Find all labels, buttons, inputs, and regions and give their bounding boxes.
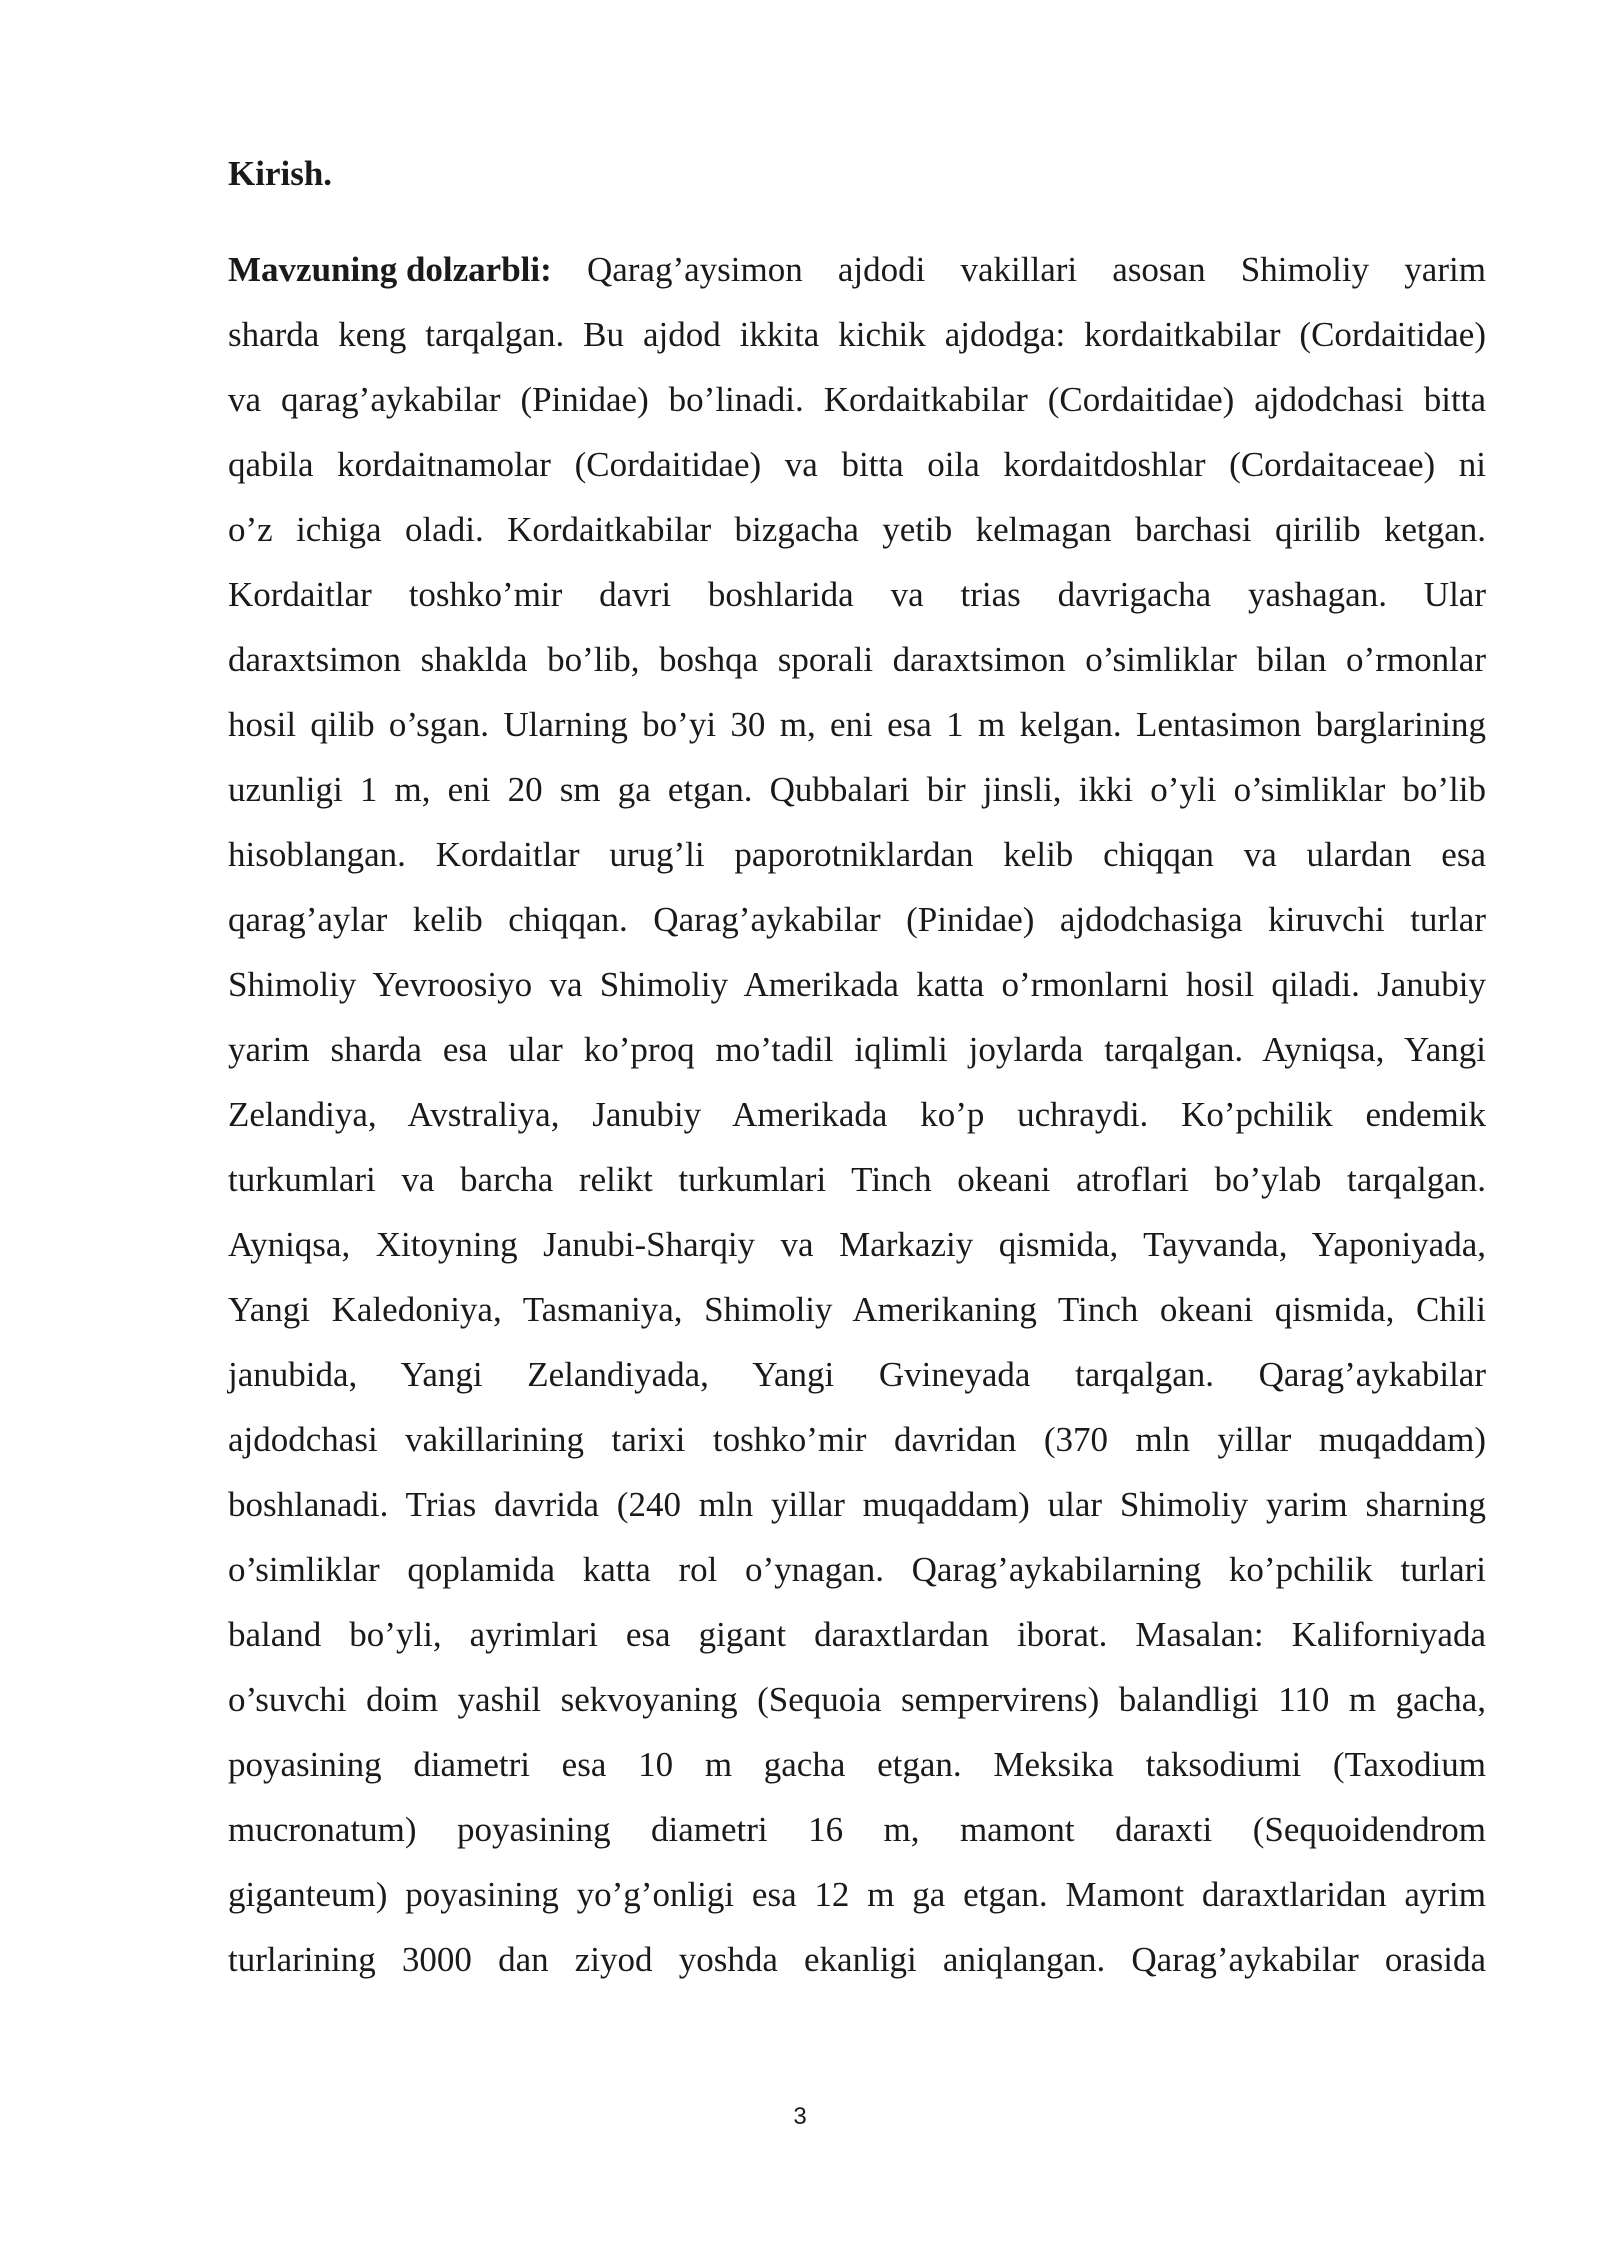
paragraph-line: Ayniqsa, Xitoyning Janubi-Sharqiy va Markaziy qismida, Tayvanda, Yaponiyada, [228,1225,1486,1264]
lead-line-word: Qarag’aysimon [586,250,803,289]
lead-line-word: ajdodi [837,250,926,289]
paragraph-line: yarim sharda esa ular ko’proq mo’tadil iqlimli joylarda tarqalgan. Ayniqsa, Yangi [228,1030,1486,1069]
paragraph-line: o’simliklar qoplamida katta rol o’ynagan. Qarag’aykabilarning ko’pchilik turlari [228,1550,1486,1589]
section-heading: Kirish. [228,154,333,193]
paragraph-line: Shimoliy Yevroosiyo va Shimoliy Amerikada katta o’rmonlarni hosil qiladi. Janubiy [228,965,1486,1004]
paragraph-line: baland bo’yli, ayrimlari esa gigant daraxtlardan iborat. Masalan: Kaliforniyada [228,1615,1486,1654]
lead-line-word: asosan [1112,250,1206,289]
paragraph-line: turkumlari va barcha relikt turkumlari Tinch okeani atroflari bo’ylab tarqalgan. [228,1160,1486,1199]
lead-line-word: Shimoliy [1240,250,1370,289]
paragraph-line: Yangi Kaledoniya, Tasmaniya, Shimoliy Amerikaning Tinch okeani qismida, Chili [228,1290,1486,1329]
paragraph-line: qabila kordaitnamolar (Cordaitidae) va bitta oila kordaitdoshlar (Cordaitaceae) ni [228,445,1486,484]
paragraph-lines [228,302,1486,1992]
paragraph-line: boshlanadi. Trias davrida (240 mln yillar muqaddam) ular Shimoliy yarim sharning [228,1485,1486,1524]
paragraph-line: Kordaitlar toshko’mir davri boshlarida va trias davrigacha yashagan. Ular [228,575,1486,614]
paragraph-line: hosil qilib o’sgan. Ularning bo’yi 30 m, eni esa 1 m kelgan. Lentasimon barglarining [228,705,1486,744]
paragraph-line: qarag’aylar kelib chiqqan. Qarag’aykabilar (Pinidae) ajdodchasiga kiruvchi turlar [228,900,1486,939]
paragraph-line: va qarag’aykabilar (Pinidae) bo’linadi. Kordaitkabilar (Cordaitidae) ajdodchasi bitta [228,380,1486,419]
paragraph-line: poyasining diametri esa 10 m gacha etgan. Meksika taksodiumi (Taxodium [228,1745,1486,1784]
paragraph-line: turlarining 3000 dan ziyod yoshda ekanligi aniqlangan. Qarag’aykabilar orasida [228,1940,1486,1979]
paragraph-line: uzunligi 1 m, eni 20 sm ga etgan. Qubbalari bir jinsli, ikki o’yli o’simliklar bo’lib [228,770,1486,809]
paragraph-line: giganteum) poyasining yo’g’onligi esa 12 m ga etgan. Mamont daraxtlaridan ayrim [228,1875,1486,1914]
paragraph-line: Zelandiya, Avstraliya, Janubiy Amerikada ko’p uchraydi. Ko’pchilik endemik [228,1095,1486,1134]
paragraph-line: ajdodchasi vakillarining tarixi toshko’mir davridan (370 mln yillar muqaddam) [228,1420,1486,1459]
lead-label: Mavzuning dolzarbli: [228,250,552,289]
paragraph-line: o’suvchi doim yashil sekvoyaning (Sequoia sempervirens) balandligi 110 m gacha, [228,1680,1486,1719]
lead-line-word: vakillari [960,250,1078,289]
paragraph-line: hisoblangan. Kordaitlar urug’li paporotniklardan kelib chiqqan va ulardan esa [228,835,1486,874]
page-number: 3 [793,2103,807,2130]
lead-line-word: yarim [1404,250,1486,289]
paragraph-line: sharda keng tarqalgan. Bu ajdod ikkita kichik ajdodga: kordaitkabilar (Cordaitidae) [228,315,1486,354]
paragraph-line-lead [228,237,1486,302]
paragraph-line: mucronatum) poyasining diametri 16 m, mamont daraxti (Sequoidendrom [228,1810,1486,1849]
paragraph-line: janubida, Yangi Zelandiyada, Yangi Gvineyada tarqalgan. Qarag’aykabilar [228,1355,1486,1394]
body-paragraph [228,237,1486,1992]
paragraph-line: o’z ichiga oladi. Kordaitkabilar bizgacha yetib kelmagan barchasi qirilib ketgan. [228,510,1486,549]
paragraph-line: daraxtsimon shaklda bo’lib, boshqa sporali daraxtsimon o’simliklar bilan o’rmonlar [228,640,1486,679]
